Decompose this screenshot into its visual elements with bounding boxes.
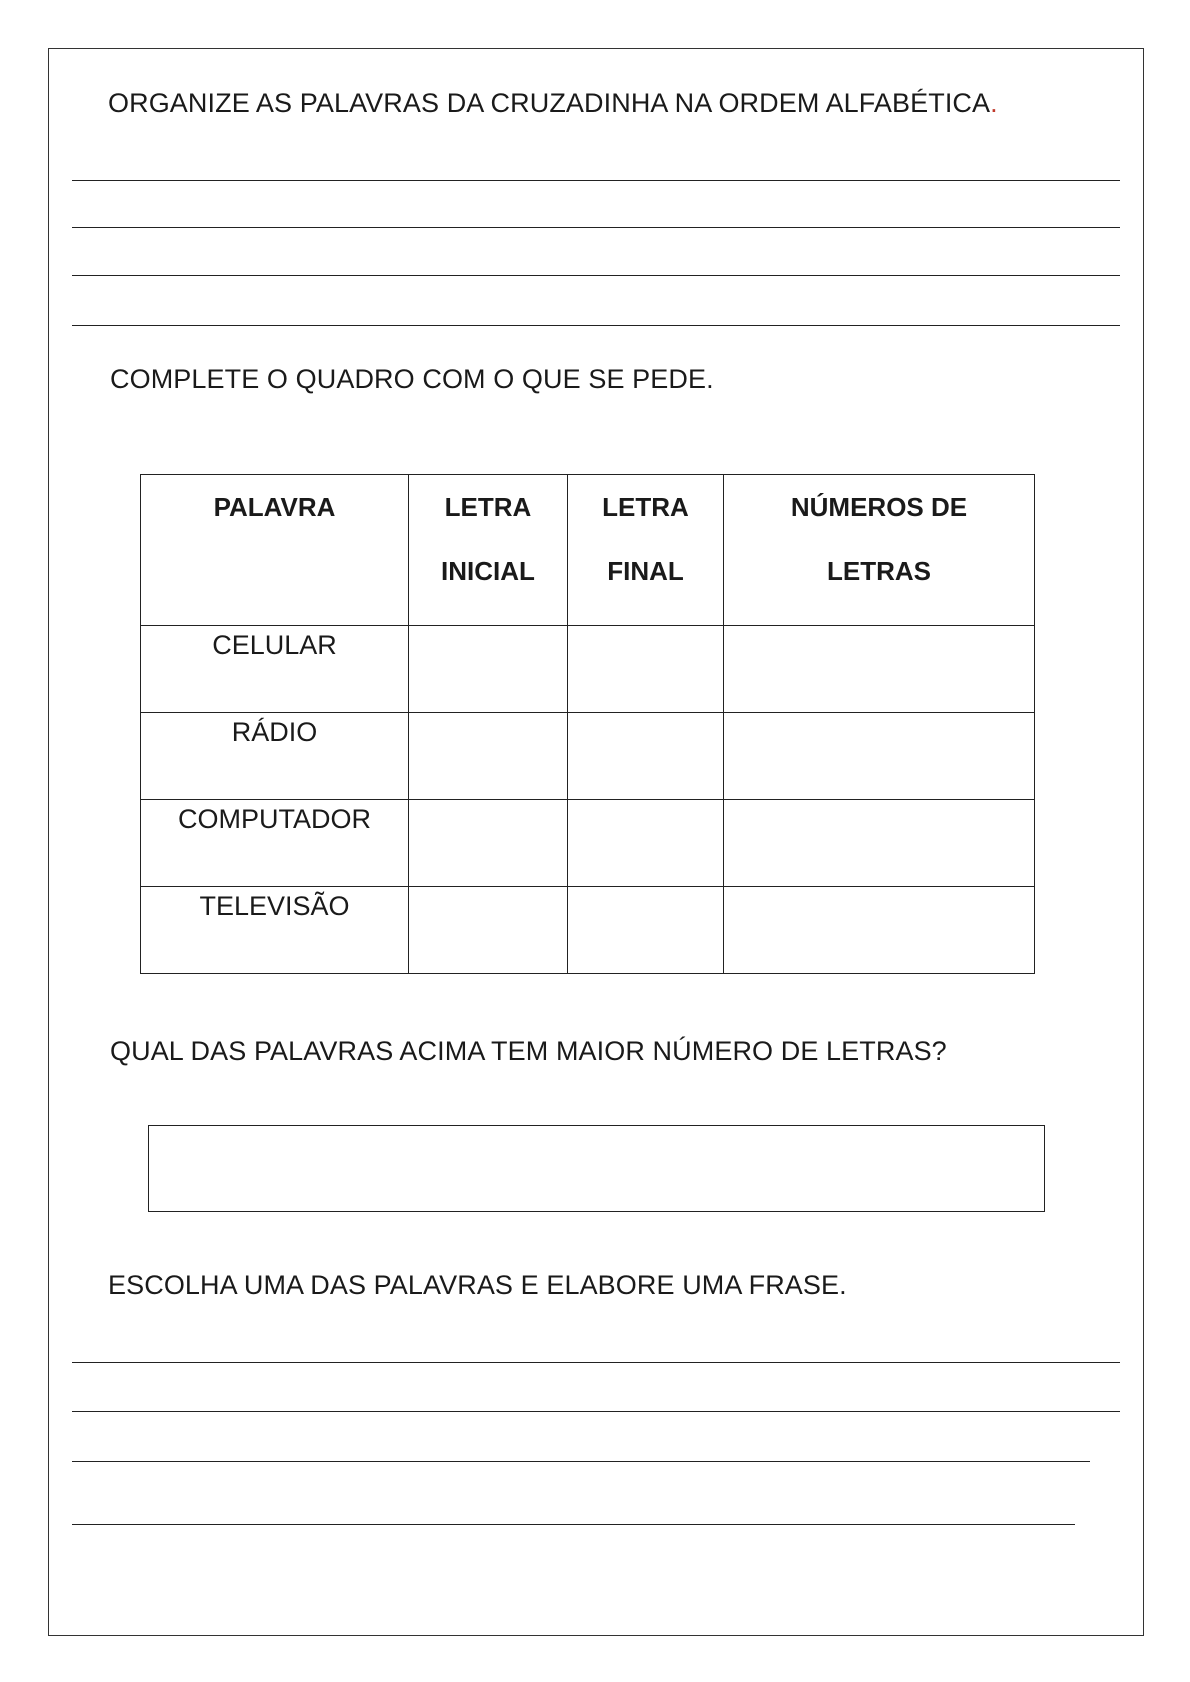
answer-line[interactable] (72, 1461, 1090, 1462)
instruction-most-letters: QUAL DAS PALAVRAS ACIMA TEM MAIOR NÚMERO DE LETRAS? (110, 1036, 947, 1066)
cell-word: CELULAR (141, 626, 409, 713)
table-row (141, 887, 1035, 974)
cell-letter-count[interactable] (724, 800, 1035, 887)
answer-line[interactable] (72, 227, 1120, 228)
instruction-alphabetical-order (108, 88, 998, 119)
header-numero-letras-line1: NÚMEROS DE (790, 492, 968, 522)
cell-word: TELEVISÃO (141, 887, 409, 974)
cell-word: RÁDIO (141, 713, 409, 800)
header-letra-final (568, 475, 724, 626)
answer-line[interactable] (72, 1411, 1120, 1412)
header-letra-inicial-line1: LETRA (444, 492, 532, 522)
header-numero-letras (724, 475, 1035, 626)
cell-initial-letter[interactable] (409, 887, 568, 974)
cell-letter-count[interactable] (724, 887, 1035, 974)
answer-line[interactable] (72, 1524, 1075, 1525)
answer-line[interactable] (72, 1362, 1120, 1363)
table-row (141, 713, 1035, 800)
cell-final-letter[interactable] (568, 626, 724, 713)
header-numero-letras-line2: LETRAS (827, 556, 931, 586)
answer-line[interactable] (72, 275, 1120, 276)
cell-word: COMPUTADOR (141, 800, 409, 887)
header-letra-final-line2: FINAL (607, 556, 684, 586)
cell-initial-letter[interactable] (409, 626, 568, 713)
header-letra-inicial (409, 475, 568, 626)
cell-final-letter[interactable] (568, 713, 724, 800)
cell-initial-letter[interactable] (409, 713, 568, 800)
answer-line[interactable] (72, 325, 1120, 326)
cell-initial-letter[interactable] (409, 800, 568, 887)
cell-final-letter[interactable] (568, 887, 724, 974)
instruction-alphabetical-order-text: ORGANIZE AS PALAVRAS DA CRUZADINHA NA ORDEM ALFABÉTICA (108, 88, 991, 118)
cell-letter-count[interactable] (724, 713, 1035, 800)
answer-line[interactable] (72, 180, 1120, 181)
instruction-period: . (990, 88, 998, 118)
table-row (141, 626, 1035, 713)
header-letra-final-line1: LETRA (602, 492, 689, 522)
cell-final-letter[interactable] (568, 800, 724, 887)
word-table (140, 474, 1035, 974)
header-palavra (141, 475, 409, 626)
cell-letter-count[interactable] (724, 626, 1035, 713)
table-header-row (141, 475, 1035, 626)
answer-box-most-letters[interactable] (148, 1125, 1045, 1212)
header-letra-inicial-line2: INICIAL (441, 556, 535, 586)
header-palavra-line1: PALAVRA (213, 492, 336, 522)
table-row (141, 800, 1035, 887)
instruction-complete-table: COMPLETE O QUADRO COM O QUE SE PEDE. (110, 364, 714, 394)
instruction-write-sentence: ESCOLHA UMA DAS PALAVRAS E ELABORE UMA FRASE. (108, 1270, 847, 1300)
